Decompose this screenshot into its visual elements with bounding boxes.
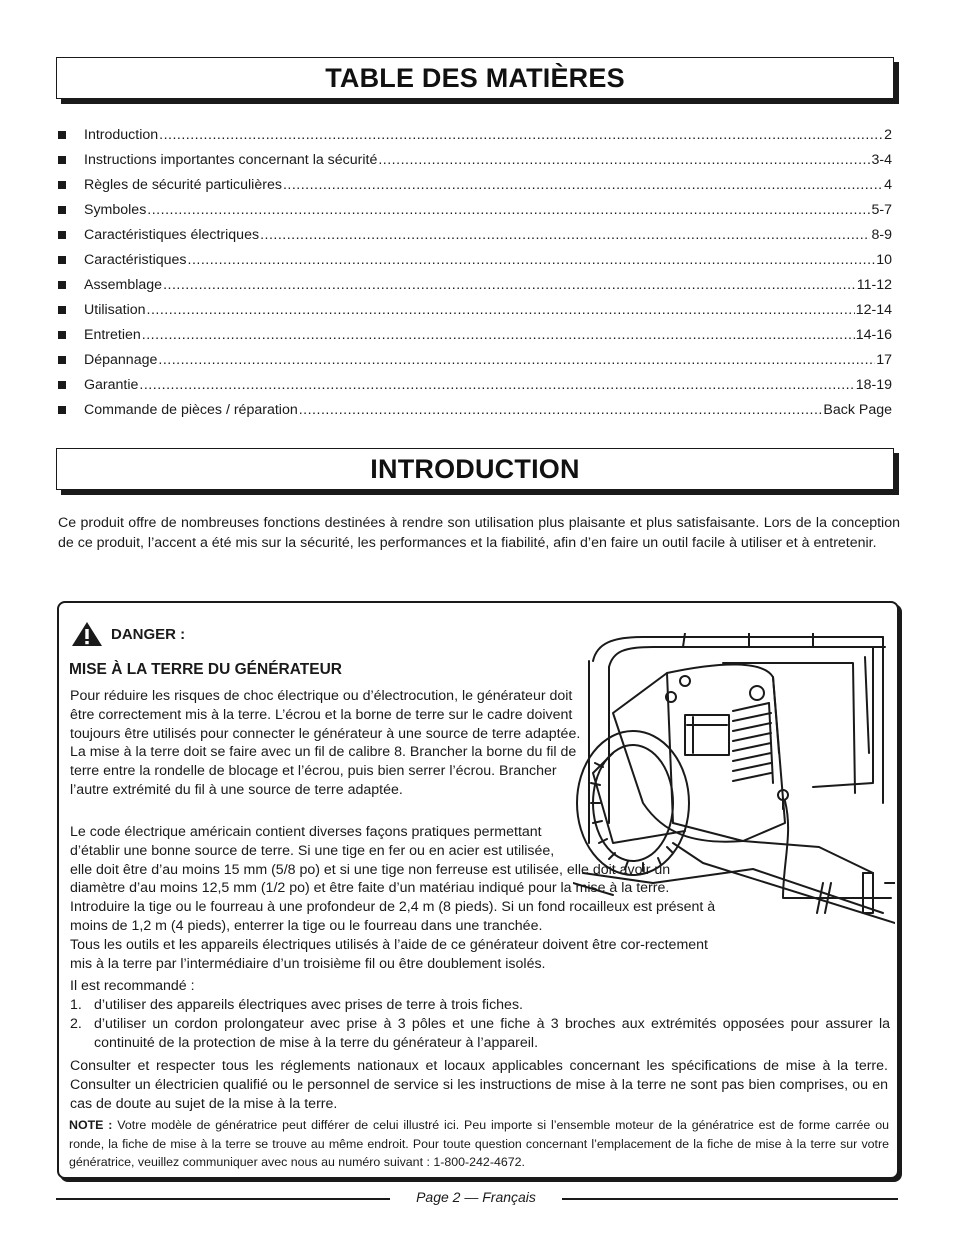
bullet-icon xyxy=(58,306,66,314)
grounding-paragraph-1: Pour réduire les risques de choc électrique ou d’électrocution, le générateur doit être correctement mis à la terre. L’écrou et la borne de terre sur le cadre doivent toujours être utilisés pour connecter le générateur à une source de terre adaptée. La mise à la terre doit se faire avec un fil de calibre 8. Brancher la borne du fil de terre entre la rondelle de blocage et l’écrou, puis bien serrer l’écrou. Brancher l’autre extrémité du fil à une source de terre adaptée. xyxy=(70,688,581,798)
bullet-icon xyxy=(58,406,66,414)
toc-item-title: Instructions importantes concernant la sécurité xyxy=(84,151,378,168)
grounding-paragraph-3: Consulter et respecter tous les réglements nationaux et locaux applicables concernant les spécifications de mise à la terre. Consulter un électricien qualifié ou le personnel de service si les instructions de mise à la terre ne sont pas bien comprises, ou en cas de doute au sujet de la mise à la terre. xyxy=(70,1058,888,1112)
toc-item[interactable] xyxy=(58,322,892,347)
note-paragraph xyxy=(69,1116,889,1172)
toc-item[interactable] xyxy=(58,397,892,422)
bullet-icon xyxy=(58,281,66,289)
intro-title: INTRODUCTION xyxy=(370,453,580,484)
page-footer: Page 2 — Français xyxy=(416,1189,536,1205)
toc-title: TABLE DES MATIÈRES xyxy=(325,62,625,93)
intro-header xyxy=(56,448,894,490)
toc-item-page: 10 xyxy=(876,251,892,268)
grounding-paragraph-2b: elle doit être d’au moins 15 mm (5/8 po) et si une tige non ferreuse est utilisée, elle doit avoir un diamètre d’au moins 12,5 mm (1/2 po) et être faite d’un matériau indiqué pour la mise à la terre. Introduire la tige ou le fourreau à une profondeur de 2,4 m (8 pieds). Si un fond rocailleux est présent à moins de 1,2 m (4 pieds), enterrer la tige ou le fourreau dans une tranchée. xyxy=(70,861,716,934)
toc-item-title: Caractéristiques électriques xyxy=(84,226,260,243)
bullet-icon xyxy=(58,181,66,189)
toc-item-title: Commande de pièces / réparation xyxy=(84,401,298,418)
footer-divider-right xyxy=(562,1198,898,1200)
toc-item-page: 5-7 xyxy=(871,201,892,218)
grounding-paragraph-2 xyxy=(70,823,890,973)
bullet-icon xyxy=(58,256,66,264)
toc-item-title: Garantie xyxy=(84,376,139,393)
bullet-icon xyxy=(58,381,66,389)
list-item: 2. d’utiliser un cordon prolongateur avec prise à 3 pôles et une fiche à 3 broches aux extrémités opposées pour assurer la continuité de la protection de mise à la terre du générateur à l’appareil. xyxy=(70,1015,890,1051)
footer-divider-left xyxy=(56,1198,390,1200)
toc-item-page: 17 xyxy=(876,351,892,368)
danger-label: DANGER : xyxy=(111,625,186,643)
toc-item-page: 12-14 xyxy=(855,301,892,318)
toc-item-title: Utilisation xyxy=(84,301,146,318)
intro-paragraph: Ce produit offre de nombreuses fonctions destinées à rendre son utilisation plus plaisante et plus satisfaisante. Lors de la conception de ce produit, l’accent a été mis sur la sécurité, les performances et la fiabilité, afin d’en faire un outil facile à utiliser et à entretenir. xyxy=(58,515,900,551)
bullet-icon xyxy=(58,356,66,364)
list-item: 1. d’utiliser des appareils électriques avec prises de terre à trois fiches. xyxy=(70,997,523,1013)
toc-header xyxy=(56,57,894,99)
toc-item-page: 8-9 xyxy=(871,226,892,243)
toc-item-page: 2 xyxy=(884,126,892,143)
toc-item[interactable] xyxy=(58,172,892,197)
toc-item[interactable] xyxy=(58,197,892,222)
bullet-icon xyxy=(58,156,66,164)
toc-item-title: Dépannage xyxy=(84,351,158,368)
toc-item[interactable] xyxy=(58,247,892,272)
toc-item-title: Entretien xyxy=(84,326,141,343)
warning-triangle-icon xyxy=(71,621,103,647)
toc-item-title: Symboles xyxy=(84,201,147,218)
danger-heading xyxy=(71,621,185,647)
note-text: Votre modèle de génératrice peut différer de celui illustré ici. Peu importe si l’ensemble moteur de la génératrice est de forme carrée ou ronde, la fiche de mise à la terre se trouve au même endroit. Pour toute question concernant l’emplacement de la fiche de mise à la terre sur votre génératrice, veuillez communiquer avec nous au numéro suivant : 1-800-242-4672. xyxy=(69,1118,889,1169)
bullet-icon xyxy=(58,131,66,139)
bullet-icon xyxy=(58,331,66,339)
toc-item[interactable] xyxy=(58,222,892,247)
toc-item-page: 3-4 xyxy=(871,151,892,168)
note-label: NOTE : xyxy=(69,1118,113,1132)
toc-item-page: Back Page xyxy=(823,401,892,418)
toc-item[interactable] xyxy=(58,347,892,372)
danger-subheading: MISE À LA TERRE DU GÉNÉRATEUR xyxy=(69,661,342,678)
recommended-label: Il est recommandé : xyxy=(70,978,195,994)
toc-list xyxy=(58,122,892,422)
grounding-paragraph-2a: Le code électrique américain contient diverses façons pratiques permettant d’établir une bonne source de terre. Si une tige en fer ou en acier est utilisée, xyxy=(70,824,555,859)
bullet-icon xyxy=(58,231,66,239)
toc-item-title: Caractéristiques xyxy=(84,251,187,268)
toc-item-title: Introduction xyxy=(84,126,159,143)
toc-item-page: 18-19 xyxy=(855,376,892,393)
toc-item[interactable] xyxy=(58,297,892,322)
bullet-icon xyxy=(58,206,66,214)
toc-item-page: 14-16 xyxy=(855,326,892,343)
toc-item[interactable] xyxy=(58,122,892,147)
toc-item-page: 4 xyxy=(884,176,892,193)
toc-item-title: Règles de sécurité particulières xyxy=(84,176,282,193)
toc-item[interactable] xyxy=(58,372,892,397)
danger-box xyxy=(57,601,899,1179)
toc-item[interactable] xyxy=(58,147,892,172)
grounding-paragraph-2c: Tous les outils et les appareils électriques utilisés à l’aide de ce générateur doivent être cor-rectement mis à la terre par l’intermédiaire d’un troisième fil ou être doublement isolés. xyxy=(70,936,708,972)
toc-item[interactable] xyxy=(58,272,892,297)
toc-item-title: Assemblage xyxy=(84,276,163,293)
toc-item-page: 11-12 xyxy=(856,276,892,293)
recommendation-list xyxy=(70,996,890,1052)
